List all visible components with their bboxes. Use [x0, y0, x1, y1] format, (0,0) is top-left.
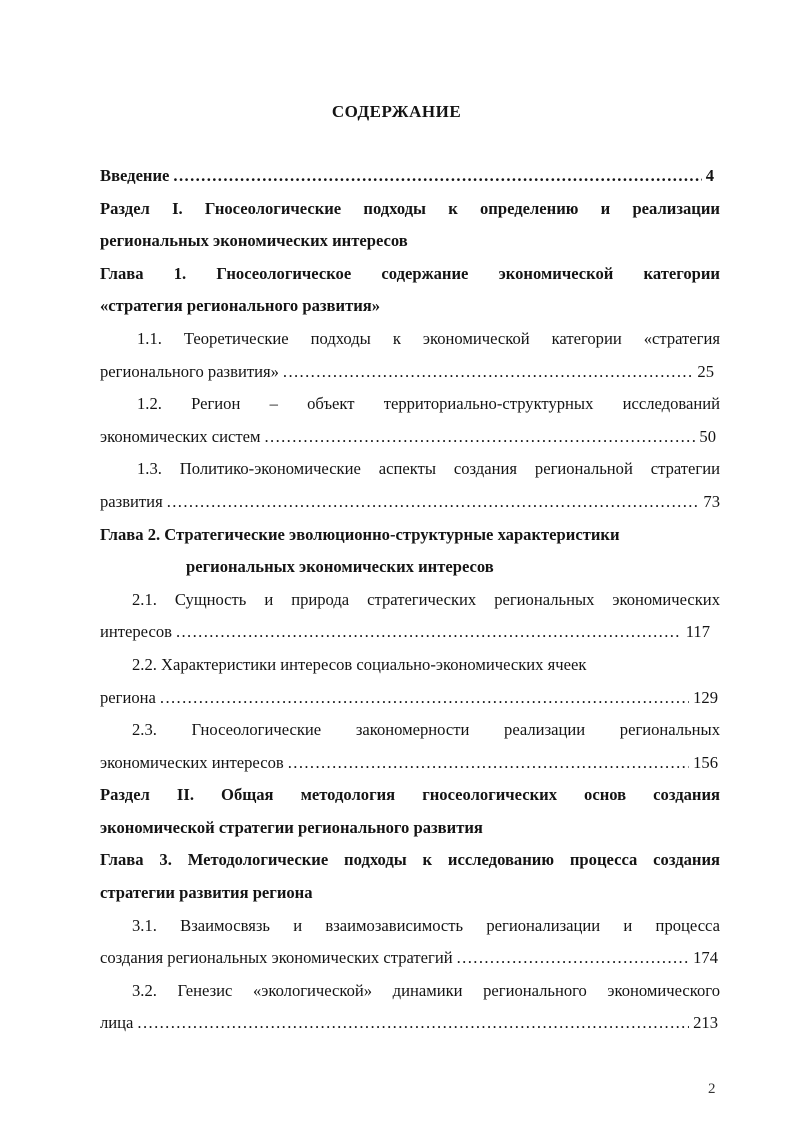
toc-entry-3-2-cont [100, 1007, 718, 1040]
toc-entry-title: интересов [100, 622, 172, 642]
chapter-heading-1: Глава 1. Гносеологическое содержание экономической категории [100, 263, 720, 283]
toc-page-number: 156 [693, 752, 718, 772]
chapter-heading-2: Глава 2. Стратегические эволюционно-структурные характеристики [100, 524, 620, 544]
toc-entry-2-2: 2.2. Характеристики интересов социально-экономических ячеек [132, 654, 587, 674]
toc-entry-title: лица [100, 1013, 134, 1033]
chapter-heading-3: Глава 3. Методологические подходы к исследованию процесса создания [100, 850, 720, 870]
dot-leader [288, 747, 689, 780]
dot-leader [167, 486, 700, 519]
toc-entry-3-1: 3.1. Взаимосвязь и взаимозависимость регионализации и процесса [132, 915, 720, 935]
section-heading-2-cont: экономической стратегии регионального развития [100, 817, 483, 837]
dot-leader [457, 942, 689, 975]
toc-entry-intro [100, 160, 714, 193]
toc-entry-1-3-cont [100, 486, 720, 519]
section-heading-2: Раздел II. Общая методология гносеологических основ создания [100, 785, 720, 805]
toc-entry-2-3: 2.3. Гносеологические закономерности реализации региональных [132, 720, 720, 740]
section-heading-1: Раздел I. Гносеологические подходы к определению и реализации [100, 198, 720, 218]
toc-page-number: 117 [685, 622, 710, 642]
toc-entry-2-2-cont [100, 682, 718, 715]
toc-entry-title: экономических систем [100, 426, 261, 446]
toc-entry-1-2: 1.2. Регион – объект территориально-структурных исследований [137, 394, 720, 414]
toc-entry-title: регионального развития» [100, 361, 279, 381]
toc-page-number: 4 [705, 166, 714, 185]
toc-page-number: 213 [693, 1013, 718, 1033]
toc-entry-2-3-cont [100, 747, 718, 780]
toc-entry-title: Введение [100, 166, 170, 185]
dot-leader [176, 616, 682, 649]
dot-leader [264, 421, 695, 454]
toc-entry-title: развития [100, 491, 163, 511]
page-title: СОДЕРЖАНИЕ [331, 102, 462, 121]
toc-entry-1-3: 1.3. Политико-экономические аспекты создания региональной стратегии [137, 459, 720, 479]
toc-entry-title: экономических интересов [100, 752, 284, 772]
toc-entry-1-2-cont [100, 421, 716, 454]
dot-leader [137, 1007, 689, 1040]
toc-entry-3-1-cont [100, 942, 718, 975]
toc-entry-1-1: 1.1. Теоретические подходы к экономической категории «стратегия [137, 328, 720, 348]
section-heading-1-cont: региональных экономических интересов [100, 231, 408, 251]
toc-entry-1-1-cont [100, 356, 714, 389]
toc-entry-3-2: 3.2. Генезис «экологической» динамики регионального экономического [132, 980, 720, 1000]
toc-page-number: 50 [699, 426, 716, 446]
chapter-heading-3-cont: стратегии развития региона [100, 883, 313, 903]
toc-page-number: 174 [693, 948, 718, 968]
toc-entry-2-1-cont [100, 616, 710, 649]
toc-entry-title: региона [100, 687, 156, 707]
dot-leader [283, 356, 694, 389]
toc-page-number: 73 [703, 491, 720, 511]
dot-leader [160, 682, 689, 715]
chapter-heading-1-cont: «стратегия регионального развития» [100, 296, 381, 316]
toc-entry-2-1: 2.1. Сущность и природа стратегических региональных экономических [132, 589, 720, 609]
chapter-heading-2-cont: региональных экономических интересов [186, 557, 494, 577]
page-number: 2 [708, 1081, 716, 1097]
dot-leader [173, 160, 701, 193]
toc-entry-title: создания региональных экономических стратегий [100, 948, 453, 968]
table-of-contents [100, 160, 720, 1040]
toc-page-number: 25 [697, 361, 714, 381]
toc-page-number: 129 [693, 687, 718, 707]
